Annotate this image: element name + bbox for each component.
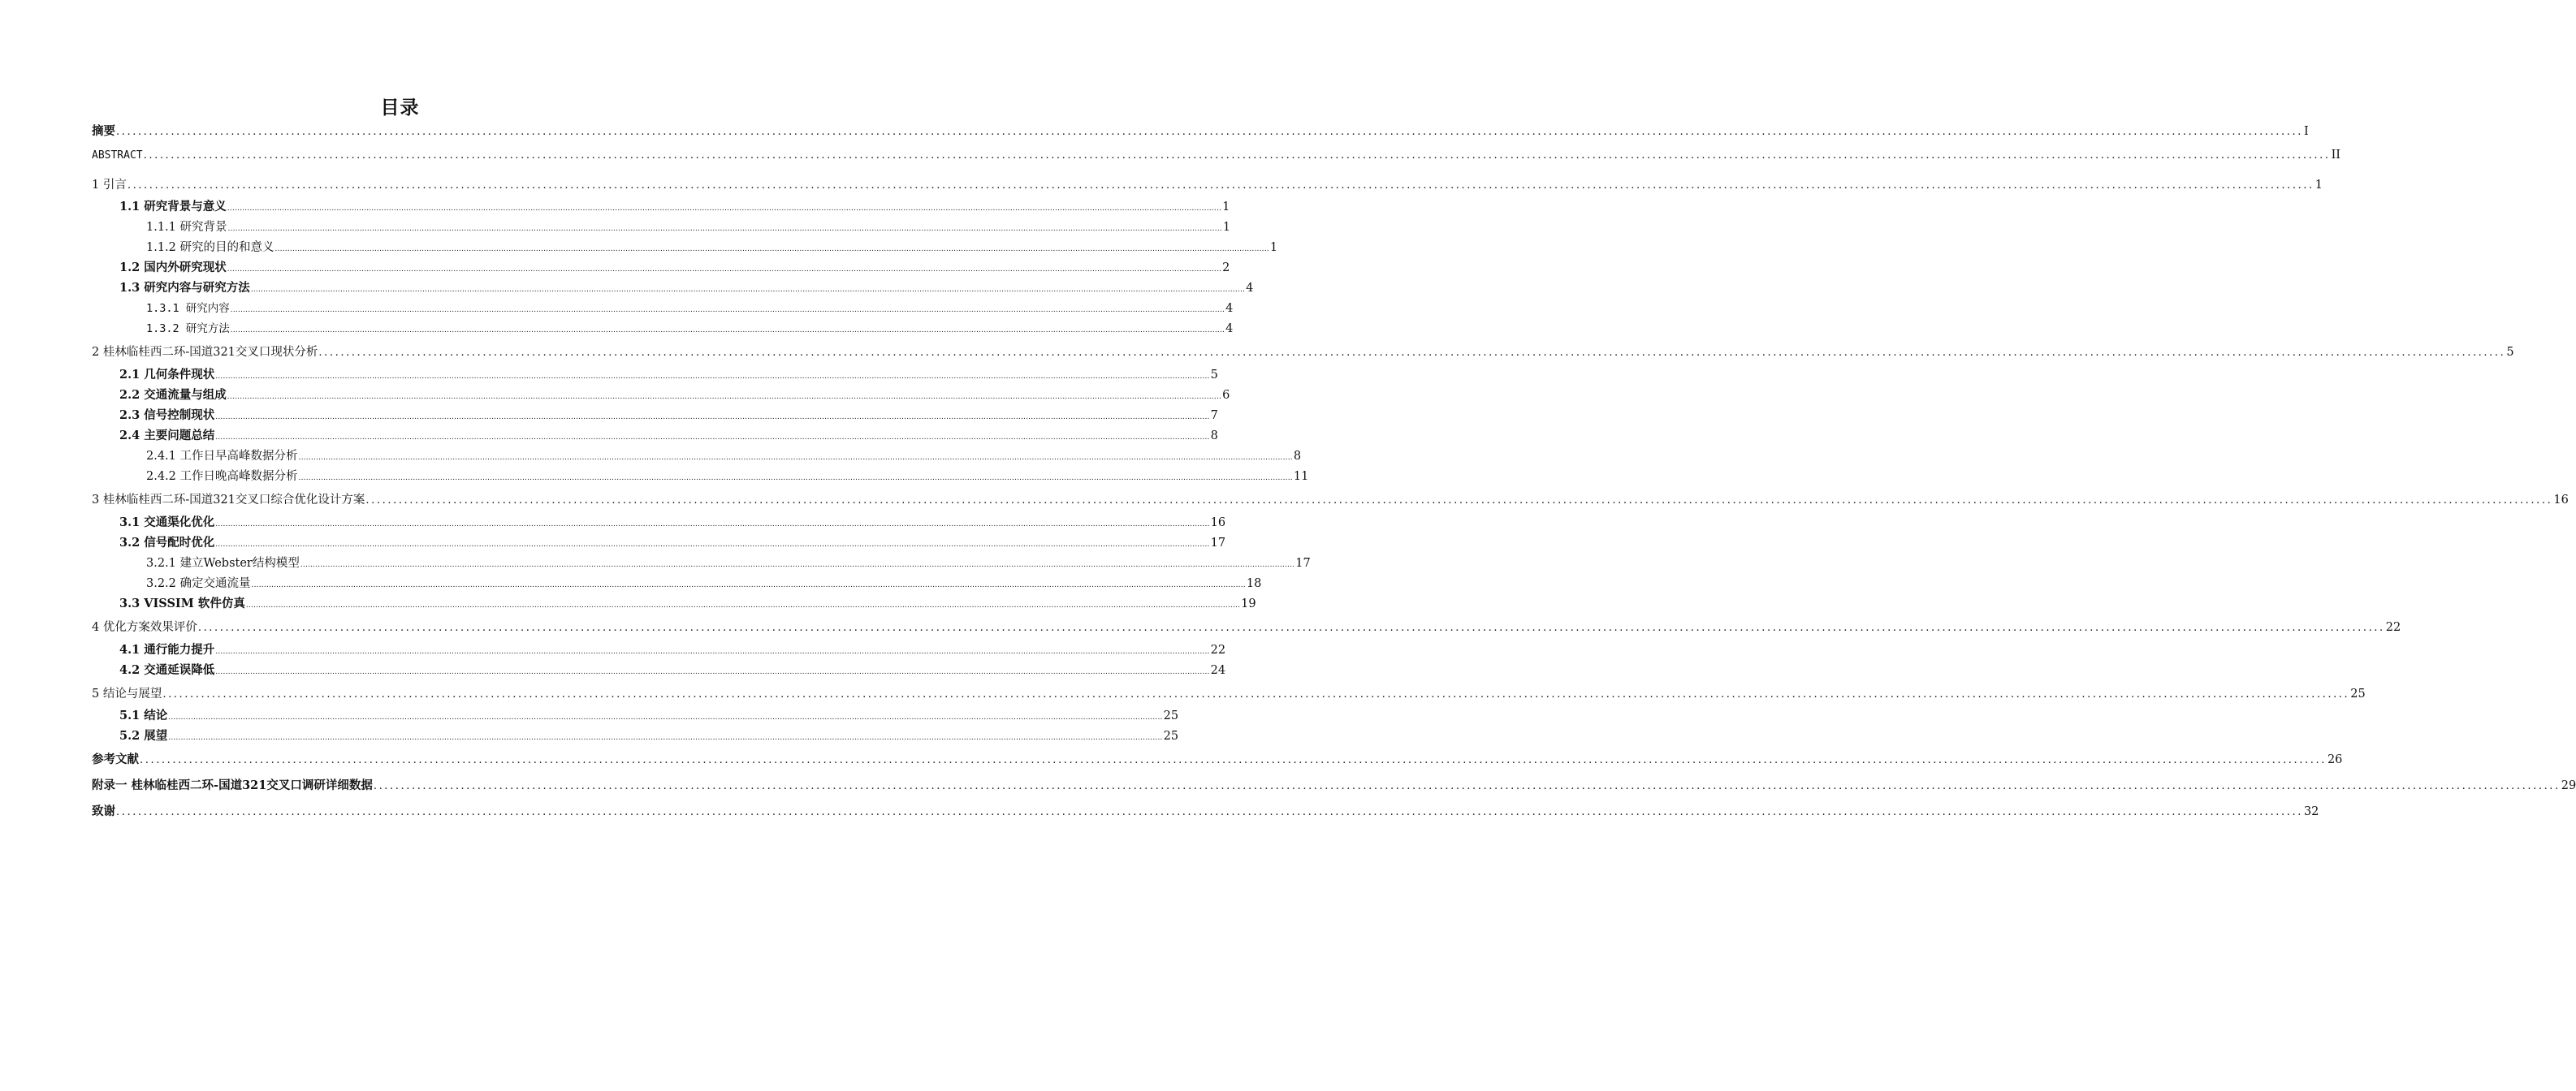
- toc-entry-label: 3.2.2 确定交通流量: [146, 577, 251, 590]
- toc-entry-abstract-cn[interactable]: [92, 122, 2309, 139]
- toc-entry-label: 1.3.2 研究方法: [146, 322, 230, 335]
- toc-page-number: 8: [1293, 450, 1302, 463]
- toc-leader-dots: ................................................................................................................................................................................................................................................................................................................................................................................................................: [215, 413, 1210, 421]
- toc-entry-section-3-1[interactable]: [119, 513, 1226, 530]
- toc-leader-dots: ................................................................................................................................................................................................................................................................................................................................................................................................................: [215, 648, 1210, 656]
- toc-entry-label: 3 桂林临桂西二环-国道321交叉口综合优化设计方案: [92, 494, 365, 507]
- toc-page-number: 7: [1210, 409, 1218, 422]
- toc-page-number: II: [2331, 149, 2341, 162]
- toc-entry-label: 3.1 交通渠化优化: [119, 515, 215, 529]
- toc-page-number: 22: [1210, 644, 1226, 657]
- toc-entry-label: 2.4.1 工作日早高峰数据分析: [146, 450, 298, 463]
- toc-entry-chapter-5[interactable]: [92, 684, 2366, 701]
- toc-entry-section-4-2[interactable]: [119, 661, 1226, 678]
- toc-leader-dots: ................................................................................................................................................................................................................................................................................................................................................................................................................: [215, 373, 1210, 381]
- toc-entry-label: 2.4.2 工作日晚高峰数据分析: [146, 470, 298, 483]
- toc-entry-section-1-3[interactable]: [119, 278, 1254, 295]
- toc-leader-dots: ................................................................................................................................................................................................................................................................................................................................................................................................................: [162, 688, 2350, 701]
- toc-entry-label: 2 桂林临桂西二环-国道321交叉口现状分析: [92, 346, 318, 359]
- toc-page-number: 2: [1222, 261, 1230, 274]
- toc-page-number: 19: [1241, 597, 1256, 610]
- toc-leader-dots: ................................................................................................................................................................................................................................................................................................................................................................................................................: [168, 734, 1163, 742]
- toc-entry-section-4-1[interactable]: [119, 640, 1226, 658]
- toc-leader-dots: ................................................................................................................................................................................................................................................................................................................................................................................................................: [168, 714, 1163, 722]
- toc-entry-abstract-en[interactable]: [92, 149, 2341, 162]
- toc-entry-chapter-3[interactable]: [92, 490, 2569, 507]
- toc-entry-label: 附录一 桂林临桂西二环-国道321交叉口调研详细数据: [92, 778, 373, 792]
- toc-entry-label: 1.1.1 研究背景: [146, 221, 227, 234]
- toc-entry-label: 2.2 交通流量与组成: [119, 388, 227, 402]
- toc-leader-dots: ................................................................................................................................................................................................................................................................................................................................................................................................................: [215, 668, 1210, 676]
- toc-page-number: 25: [1163, 709, 1179, 722]
- toc-entry-label: 1.1 研究背景与意义: [119, 200, 227, 213]
- toc-entry-subsection-1-3-2[interactable]: [146, 319, 1234, 335]
- toc-entry-label: 2.4 主要问题总结: [119, 429, 215, 442]
- toc-entry-label: 4 优化方案效果评价: [92, 621, 197, 634]
- toc-entry-label: 1 引言: [92, 179, 127, 192]
- toc-entry-label: 摘要: [92, 124, 115, 138]
- toc-entry-label: 3.2 信号配时优化: [119, 536, 215, 550]
- toc-page-number: I: [2303, 125, 2309, 138]
- toc-entry-label: 5 结论与展望: [92, 688, 162, 701]
- toc-entry-label: 2.3 信号控制现状: [119, 408, 215, 422]
- toc-entry-chapter-1[interactable]: [92, 175, 2323, 192]
- toc-page-number: 1: [1269, 241, 1278, 254]
- toc-leader-dots: ................................................................................................................................................................................................................................................................................................................................................................................................................: [215, 433, 1210, 442]
- toc-entry-section-3-3[interactable]: [119, 594, 1256, 611]
- toc-page-number: 1: [2315, 179, 2323, 192]
- toc-entry-section-1-1[interactable]: [119, 197, 1230, 214]
- toc-entry-subsection-1-3-1[interactable]: [146, 299, 1234, 315]
- toc-leader-dots: ................................................................................................................................................................................................................................................................................................................................................................................................................: [300, 561, 1295, 569]
- toc-entry-label: ABSTRACT: [92, 149, 143, 162]
- toc-page-number: 25: [1163, 730, 1179, 743]
- toc-leader-dots: ................................................................................................................................................................................................................................................................................................................................................................................................................: [250, 286, 1246, 294]
- toc-entry-acknowledgements[interactable]: [92, 802, 2319, 819]
- toc-leader-dots: ................................................................................................................................................................................................................................................................................................................................................................................................................: [116, 806, 2303, 818]
- toc-entry-section-2-4[interactable]: [119, 426, 1218, 443]
- toc-leader-dots: ................................................................................................................................................................................................................................................................................................................................................................................................................: [373, 780, 2561, 792]
- toc-page-number: 4: [1225, 302, 1234, 315]
- toc-page-number: 16: [2553, 494, 2569, 507]
- toc-entry-subsection-1-1-1[interactable]: [146, 218, 1231, 235]
- toc-entry-label: 3.2.1 建立Webster结构模型: [146, 557, 300, 570]
- toc-entry-label: 参考文献: [92, 752, 139, 766]
- toc-page-number: 16: [1210, 516, 1226, 529]
- toc-title: 目录: [380, 97, 420, 119]
- toc-page-number: 11: [1293, 470, 1309, 483]
- toc-leader-dots: ................................................................................................................................................................................................................................................................................................................................................................................................................: [298, 474, 1293, 482]
- toc-page-number: 26: [2327, 753, 2343, 766]
- toc-leader-dots: ................................................................................................................................................................................................................................................................................................................................................................................................................: [245, 602, 1241, 610]
- toc-page-number: 29: [2561, 779, 2576, 792]
- toc-entry-label: 5.1 结论: [119, 709, 168, 722]
- toc-entry-subsection-3-2-2[interactable]: [146, 574, 1262, 591]
- toc-page-number: 5: [2506, 346, 2514, 359]
- toc-leader-dots: ................................................................................................................................................................................................................................................................................................................................................................................................................: [227, 225, 1222, 233]
- toc-entry-appendix-1[interactable]: [92, 776, 2576, 793]
- toc-page-number: 17: [1295, 557, 1311, 570]
- toc-leader-dots: ................................................................................................................................................................................................................................................................................................................................................................................................................: [215, 541, 1210, 549]
- toc-entry-section-2-3[interactable]: [119, 406, 1218, 423]
- toc-page-number: 1: [1222, 201, 1230, 213]
- toc-entry-subsection-2-4-1[interactable]: [146, 446, 1302, 464]
- toc-entry-subsection-2-4-2[interactable]: [146, 467, 1309, 484]
- toc-leader-dots: ................................................................................................................................................................................................................................................................................................................................................................................................................: [318, 347, 2506, 359]
- toc-page-number: 5: [1210, 369, 1218, 382]
- toc-leader-dots: ................................................................................................................................................................................................................................................................................................................................................................................................................: [274, 245, 1269, 253]
- toc-page-number: 22: [2385, 621, 2401, 634]
- toc-leader-dots: ................................................................................................................................................................................................................................................................................................................................................................................................................: [143, 149, 2331, 162]
- toc-entry-section-2-2[interactable]: [119, 386, 1230, 403]
- toc-page-number: 18: [1246, 577, 1262, 590]
- toc-page-number: 4: [1246, 282, 1254, 295]
- toc-page-number: 4: [1225, 322, 1234, 335]
- toc-entry-section-5-2[interactable]: [119, 727, 1179, 744]
- toc-leader-dots: ................................................................................................................................................................................................................................................................................................................................................................................................................: [251, 581, 1246, 589]
- toc-page-number: 1: [1222, 221, 1231, 234]
- toc-leader-dots: ................................................................................................................................................................................................................................................................................................................................................................................................................: [127, 179, 2315, 192]
- toc-entry-label: 致谢: [92, 804, 115, 818]
- toc-leader-dots: ................................................................................................................................................................................................................................................................................................................................................................................................................: [227, 265, 1222, 274]
- toc-entry-chapter-4[interactable]: [92, 618, 2401, 635]
- toc-entry-section-1-2[interactable]: [119, 258, 1230, 275]
- toc-leader-dots: ................................................................................................................................................................................................................................................................................................................................................................................................................: [298, 454, 1293, 462]
- toc-page-number: 24: [1210, 664, 1226, 677]
- toc-entry-subsection-1-1-2[interactable]: [146, 238, 1278, 255]
- toc-entry-label: 2.1 几何条件现状: [119, 368, 215, 382]
- toc-entry-label: 1.2 国内外研究现状: [119, 261, 227, 274]
- toc-entry-label: 1.3 研究内容与研究方法: [119, 281, 250, 295]
- toc-entry-label: 5.2 展望: [119, 729, 168, 743]
- toc-entry-subsection-3-2-1[interactable]: [146, 554, 1311, 571]
- toc-entry-label: 1.1.2 研究的目的和意义: [146, 241, 274, 254]
- toc-leader-dots: ................................................................................................................................................................................................................................................................................................................................................................................................................: [116, 126, 2303, 138]
- toc-leader-dots: ................................................................................................................................................................................................................................................................................................................................................................................................................: [230, 306, 1225, 314]
- toc-entry-label: 4.1 通行能力提升: [119, 643, 215, 657]
- toc-page-number: 32: [2303, 805, 2319, 818]
- toc-page-number: 6: [1222, 389, 1230, 402]
- toc-entry-section-2-1[interactable]: [119, 365, 1218, 382]
- toc-entry-section-3-2[interactable]: [119, 533, 1226, 550]
- toc-leader-dots: ................................................................................................................................................................................................................................................................................................................................................................................................................: [227, 393, 1222, 401]
- toc-entry-section-5-1[interactable]: [119, 706, 1179, 723]
- toc-entry-label: 3.3 VISSIM 软件仿真: [119, 597, 245, 610]
- toc-page-number: 8: [1210, 429, 1218, 442]
- toc-entry-label: 1.3.1 研究内容: [146, 302, 230, 315]
- toc-entry-label: 4.2 交通延误降低: [119, 663, 215, 677]
- toc-leader-dots: ................................................................................................................................................................................................................................................................................................................................................................................................................: [227, 205, 1222, 213]
- toc-entry-chapter-2[interactable]: [92, 343, 2514, 360]
- toc-leader-dots: ................................................................................................................................................................................................................................................................................................................................................................................................................: [230, 326, 1225, 334]
- toc-entry-references[interactable]: [92, 750, 2343, 767]
- toc-page-number: 25: [2350, 688, 2366, 701]
- toc-leader-dots: ................................................................................................................................................................................................................................................................................................................................................................................................................: [140, 754, 2327, 766]
- toc-leader-dots: ................................................................................................................................................................................................................................................................................................................................................................................................................: [215, 520, 1210, 528]
- toc-leader-dots: ................................................................................................................................................................................................................................................................................................................................................................................................................: [197, 622, 2385, 634]
- toc-leader-dots: ................................................................................................................................................................................................................................................................................................................................................................................................................: [365, 494, 2553, 507]
- toc-page-number: 17: [1210, 537, 1226, 550]
